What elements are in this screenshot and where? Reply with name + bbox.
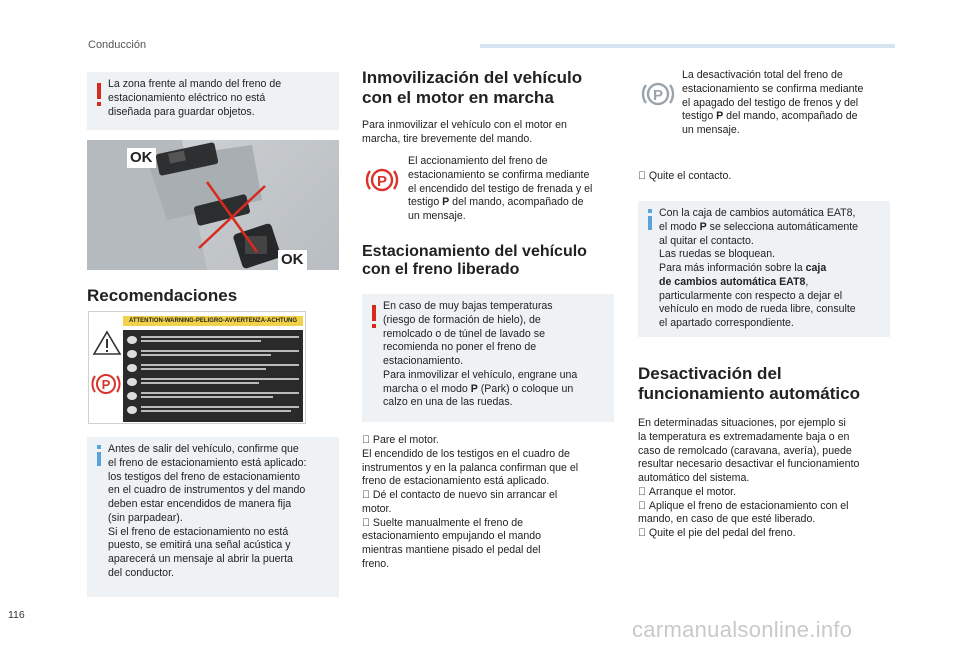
- watermark: carmanualsonline.info: [632, 617, 853, 642]
- warning-text: En caso de muy bajas temperaturas (riesgo de formación de hielo), de remolcado o de túnel de lavado se recomienda no poner el freno de estacionamiento. Para inmovilizar el vehículo, engrane una marcha o el modo P (Park) o coloque un calzo en una de las ruedas.: [383, 300, 578, 409]
- step-ignition-off: Quite el contacto.: [638, 170, 721, 182]
- section-title: Conducción: [88, 39, 147, 51]
- console-photo: [87, 140, 339, 270]
- confirm-text: El accionamiento del freno de estacionamiento se confirma mediante el encendido del testigo de frenada y el testigo P del mando, acompañado de un mensaje.: [408, 155, 593, 223]
- heading-parking-released: Estacionamiento del vehículo con el freno liberado: [362, 243, 587, 279]
- svg-text:P: P: [376, 173, 388, 190]
- info-icon-dot: [97, 445, 101, 449]
- info-box-eat8: [638, 201, 890, 337]
- ok-label-top: OK: [127, 148, 156, 168]
- info-text: Antes de salir del vehículo, confirme que el freno de estacionamiento está aplicado: los testigos del freno de estacionamiento en el cuadro de instrumentos y del mando deben estar encendidos de manera fija (sin parpadear). Si el freno de estacionamiento no está puesto, se emitirá una señal acústica y aparecerá un mensaje al abrir la puerta del conductor.: [108, 443, 307, 579]
- deactivation-body: En determinadas situaciones, por ejemplo si la temperatura es extremadamente baja o en caso de remolcado (caravana, avería), puede resultar necesario desactivar el funcionamiento automático del sistema. Arranque el motor. Aplique el freno de estacionamiento con el mando, en caso de que esté liberado. Quite el pie del pedal del freno.: [638, 417, 860, 540]
- warning-label-image: [88, 311, 306, 424]
- brake-p-icon: [90, 368, 122, 400]
- warning-icon-dot: [372, 324, 376, 328]
- info-box-before-leaving: [87, 437, 339, 597]
- warning-box-low-temperature: [362, 294, 614, 422]
- heading-deactivation: Desactivación del funcionamiento automático: [638, 364, 860, 403]
- info-icon-dot: [648, 209, 652, 213]
- parking-steps: Pare el motor. El encendido de los testigos en el cuadro de instrumentos y en la palanca confirman que el freno de estacionamiento está aplicado. Dé el contacto de nuevo sin arrancar el motor. Suelte manualmente el freno de estacionamiento empujando el mando mientras mantiene pisado el pedal del freno.: [362, 434, 579, 570]
- deactivation-confirm-text: La desactivación total del freno de estacionamiento se confirma mediante el apagado del testigo de frenos y del testigo P del mando, acompañado de un mensaje.: [682, 69, 864, 137]
- label-text-area: [123, 330, 303, 422]
- svg-text:P: P: [652, 87, 664, 104]
- svg-text:P: P: [101, 377, 111, 392]
- ok-label-bottom: OK: [278, 250, 307, 270]
- immobilization-intro: Para inmovilizar el vehículo con el motor en marcha, tire brevemente del mando.: [362, 119, 567, 145]
- info-icon: [648, 216, 652, 230]
- heading-recommendations: Recomendaciones: [87, 286, 238, 305]
- warning-box-storage: [87, 72, 339, 130]
- warning-text: La zona frente al mando del freno de estacionamiento eléctrico no está diseñada para guardar objetos.: [108, 78, 282, 118]
- info-icon: [97, 452, 101, 466]
- warning-icon: [372, 305, 376, 321]
- heading-immobilization: Inmovilización del vehículo con el motor en marcha: [362, 68, 583, 107]
- warning-icon-dot: [97, 102, 101, 106]
- label-banner: ATTENTION-WARNING-PELIGRO-AVVERTENZA-ACHTUNG: [123, 316, 303, 326]
- info-text: Con la caja de cambios automática EAT8, el modo P se selecciona automáticamente al quitar el contacto. Las ruedas se bloquean. Para más información sobre la caja de cambios automática EAT8, particularmente con respecto a dejar el vehículo en modo de rueda libre, consulte el apartado correspondiente.: [659, 207, 859, 330]
- brake-p-icon-red: [364, 162, 400, 198]
- brake-p-icon-grey: [640, 76, 676, 112]
- warning-icon: [97, 83, 101, 99]
- header-rule: [480, 44, 895, 48]
- warning-triangle-icon: [92, 330, 122, 356]
- page-number: 116: [8, 609, 25, 621]
